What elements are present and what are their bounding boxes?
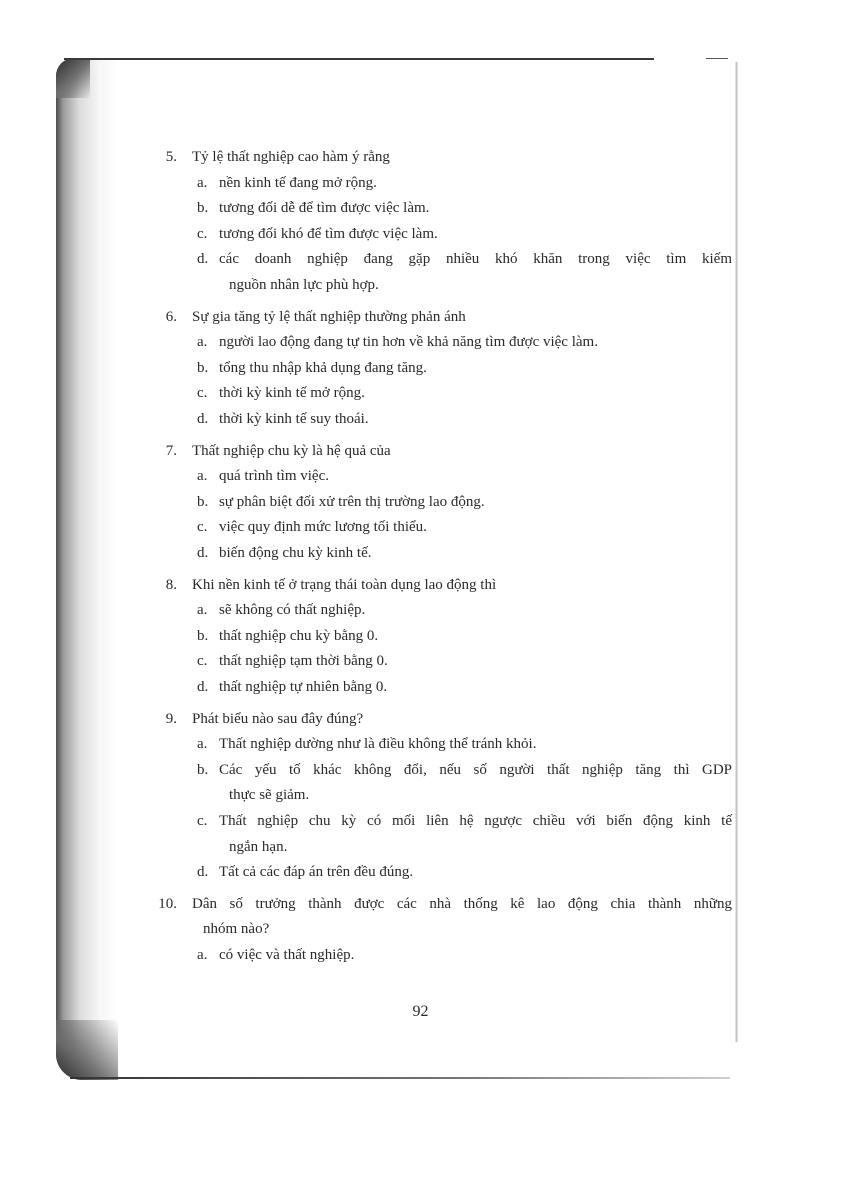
option-text: thất nghiệp tự nhiên bằng 0. bbox=[219, 679, 388, 695]
option-text: Các yếu tố khác không đổi, nếu số người thất nghiệp tăng thì GDP bbox=[219, 761, 732, 778]
option-text: tổng thu nhập khả dụng đang tăng. bbox=[219, 359, 427, 376]
question-stem: nhóm nào? bbox=[203, 921, 270, 938]
option-letter: b. bbox=[197, 493, 209, 510]
option-text: tương đối dễ để tìm được việc làm. bbox=[219, 200, 430, 217]
option-letter: c. bbox=[197, 813, 208, 829]
option-text: sẽ không có thất nghiệp. bbox=[219, 602, 366, 619]
option-letter: d. bbox=[197, 411, 209, 427]
page-number: 92 bbox=[412, 1003, 429, 1020]
option-letter: b. bbox=[197, 761, 209, 778]
option-text: có việc và thất nghiệp. bbox=[219, 947, 355, 963]
option-letter: c. bbox=[197, 225, 208, 242]
question-stem: Tỷ lệ thất nghiệp cao hàm ý rằng bbox=[192, 149, 390, 165]
option-letter: d. bbox=[197, 251, 209, 268]
option-letter: b. bbox=[197, 627, 209, 644]
option-text: thất nghiệp chu kỳ bằng 0. bbox=[219, 627, 379, 644]
option-text: nền kinh tế đang mở rộng. bbox=[219, 174, 377, 191]
option-letter: a. bbox=[197, 468, 208, 485]
option-text: thực sẽ giảm. bbox=[229, 787, 310, 804]
scan-binding-shadow bbox=[56, 58, 118, 1080]
option-text: thời kỳ kinh tế suy thoái. bbox=[219, 411, 369, 427]
option-letter: b. bbox=[197, 200, 209, 217]
option-letter: a. bbox=[197, 736, 208, 753]
option-letter: d. bbox=[197, 679, 209, 695]
option-letter: c. bbox=[197, 519, 208, 536]
option-letter: b. bbox=[197, 359, 209, 376]
option-letter: d. bbox=[197, 545, 209, 561]
option-text: biến động chu kỳ kinh tế. bbox=[219, 545, 372, 561]
question-number: 10. bbox=[158, 895, 177, 912]
option-text: tương đối khó để tìm được việc làm. bbox=[219, 225, 438, 242]
option-text: Thất nghiệp chu kỳ có mối liên hệ ngược chiều với biến động kinh tế bbox=[219, 813, 732, 829]
scan-bottom-edge bbox=[70, 1077, 730, 1079]
option-text: thất nghiệp tạm thời bằng 0. bbox=[219, 653, 388, 670]
option-letter: a. bbox=[197, 602, 208, 619]
option-letter: d. bbox=[197, 864, 209, 881]
question-stem: Dân số trưởng thành được các nhà thống kê lao động chia thành những bbox=[192, 895, 732, 912]
option-text: người lao động đang tự tin hơn về khả năng tìm được việc làm. bbox=[219, 334, 598, 351]
question-number: 9. bbox=[165, 710, 177, 727]
option-letter: c. bbox=[197, 385, 208, 402]
option-text: việc quy định mức lương tối thiểu. bbox=[219, 519, 427, 536]
option-text: sự phân biệt đối xử trên thị trường lao động. bbox=[219, 493, 485, 510]
option-letter: a. bbox=[197, 947, 208, 963]
question-stem: Khi nền kinh tế ở trạng thái toàn dụng lao động thì bbox=[192, 576, 497, 593]
question-number: 5. bbox=[165, 149, 177, 165]
scan-right-edge bbox=[735, 62, 738, 1042]
option-text: nguồn nhân lực phù hợp. bbox=[229, 277, 379, 293]
option-text: ngắn hạn. bbox=[229, 838, 288, 855]
option-letter: a. bbox=[197, 334, 208, 351]
option-text: Tất cả các đáp án trên đều đúng. bbox=[219, 864, 414, 881]
question-stem: Thất nghiệp chu kỳ là hệ quả của bbox=[192, 442, 391, 459]
option-letter: c. bbox=[197, 653, 208, 670]
scan-top-edge bbox=[64, 58, 654, 60]
question-stem: Sự gia tăng tỷ lệ thất nghiệp thường phản ánh bbox=[192, 308, 466, 325]
option-text: Thất nghiệp dường như là điều không thể tránh khỏi. bbox=[219, 736, 537, 753]
option-text: các doanh nghiệp đang gặp nhiều khó khăn trong việc tìm kiếm bbox=[219, 251, 732, 268]
option-letter: a. bbox=[197, 174, 208, 191]
option-text: quá trình tìm việc. bbox=[219, 468, 329, 485]
question-stem: Phát biểu nào sau đây đúng? bbox=[192, 710, 364, 727]
question-number: 6. bbox=[165, 308, 177, 325]
question-number: 8. bbox=[165, 576, 177, 593]
question-number: 7. bbox=[165, 442, 177, 459]
option-text: thời kỳ kinh tế mở rộng. bbox=[219, 385, 365, 402]
scan-top-right-mark bbox=[706, 58, 728, 59]
